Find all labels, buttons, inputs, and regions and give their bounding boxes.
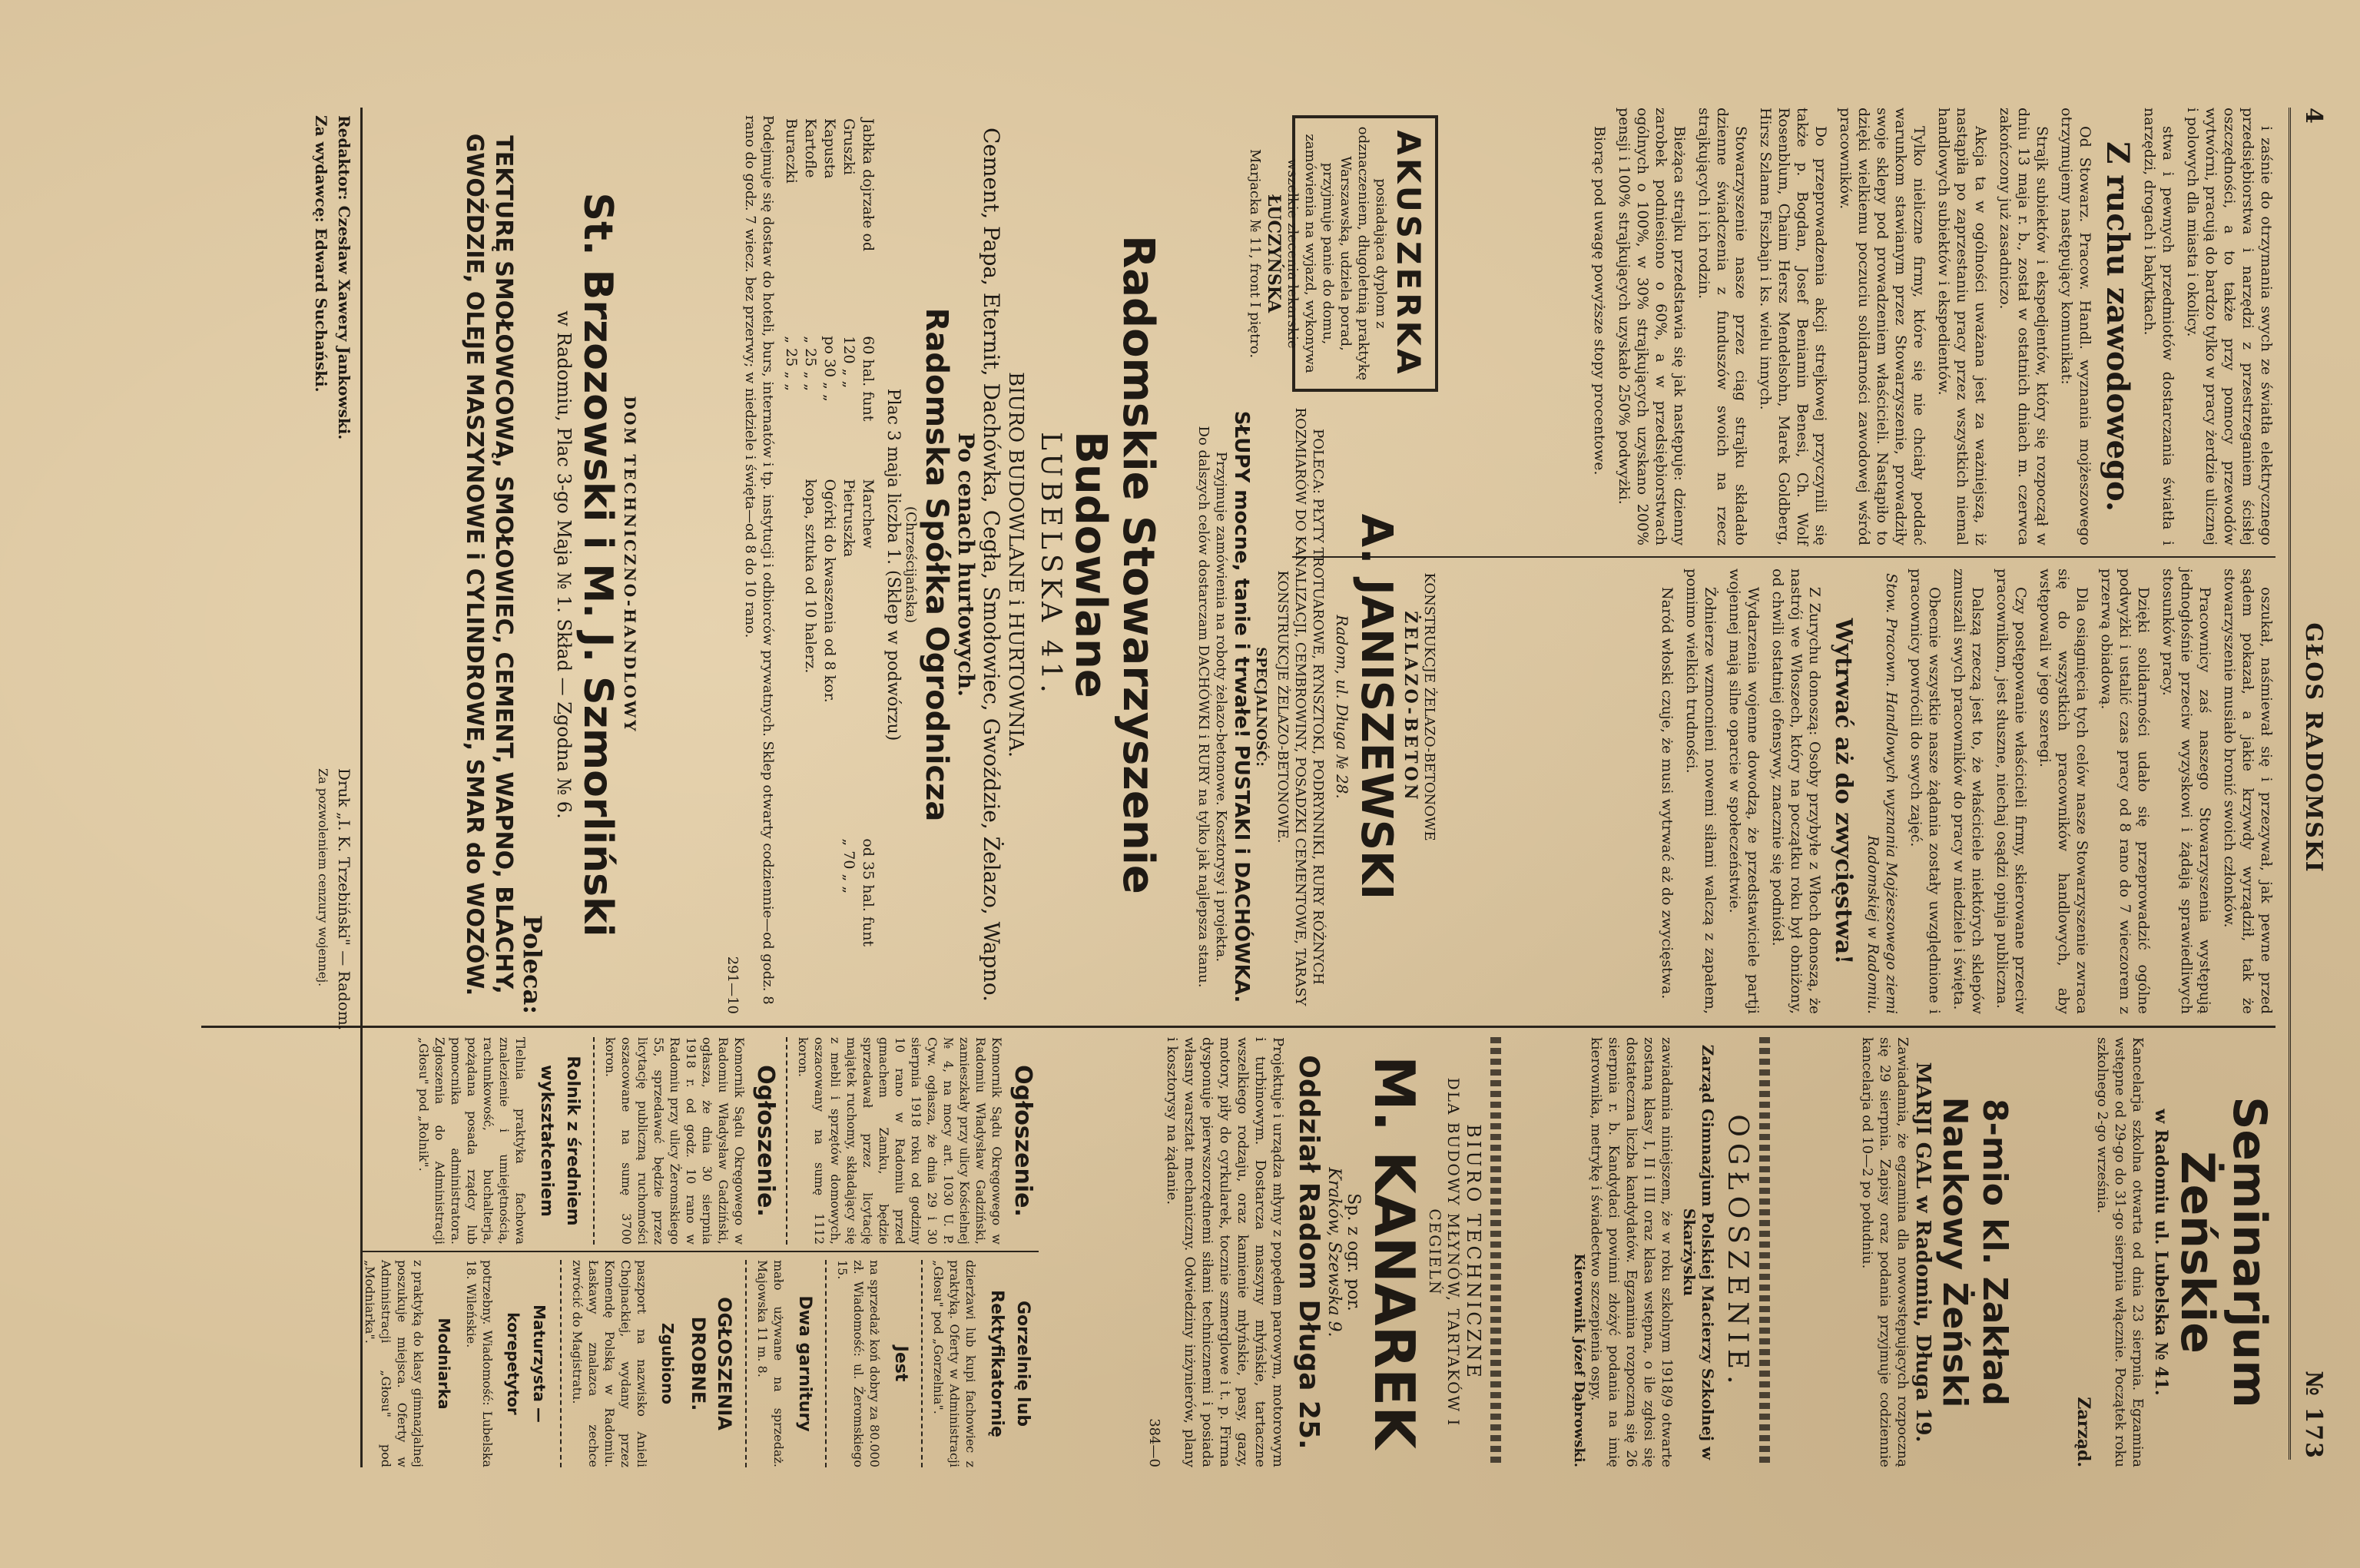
zgubiono-title: Zgubiono	[658, 1323, 677, 1404]
sprzedam-title: Jest	[891, 1345, 910, 1382]
price-cell: 120 „ „	[840, 336, 857, 389]
ad-kanarek-firm: Sp. z ogr. por.	[1344, 1193, 1363, 1311]
ad-kanarek	[1054, 1037, 1484, 1467]
ad-brzozowski	[386, 115, 639, 1014]
ad-janiszewski-name: A. JANISZEWSKI	[1351, 513, 1401, 900]
price-cell: Pietruszka	[840, 479, 857, 558]
article-lead-1: i zaśnie do otrzymania swych ze światła elektrycznego przedsiębiorstwa i narzędzi z przestrzeganiem ścisłej oszczędności, a to także przy pomocy przewodów wytwórni, pracują do bardzo tylko w pracy żerdzie ulicznej i polowych dla miasta i okolicy.	[2184, 108, 2275, 545]
price-cell: „ 70 „ „	[840, 838, 857, 894]
ad-kanarek-text: Projektuje i urządza młyny z popędem parowym, motorowym i turbinowym. Dostarcza maszyny młyńskie, tartaczne wszelkiego rodzaju, oraz kamienie młyńskie, pasy, gazy, motory, piły do cyrkularek, tocznie szmerglowe i t. p. Firma dysponuje pierwszorzędnemi siłami technicznemi i posiada własny warsztat mechaniczny. Odwiedziny inżynierów, plany i kosztorysy na żądanie.	[1164, 1037, 1286, 1467]
footer-publisher: Za wydawcę: Edward Suchański.	[312, 115, 330, 393]
ad-kanarek-name: M. KANAREK	[1362, 1056, 1427, 1449]
ogloszenie-text: Komornik Sądu Okręgowego w Radomiu Władysław Gadziński, zamieszkały przy ulicy Kościelnej № 4, na mocy art. 1030 U. P. Cyw. ogłasza, że dnia 29 i 30 sierpnia 1918 roku od godziny 10 rano w Radomiu przed gmachem Zamku, będzie sprzedawał przez licytację majątek ruchomy, składający się z mebli i sprzętów domowych, oszacowany na sumę 1112 koron.	[796, 1037, 1004, 1245]
ad-brzozowski-name: St. Brzozowski i M. J. Szmorliński	[575, 192, 621, 937]
article-paragraph: Stowarzyszenie nasze przez ciąg strajku składało dzienne świadczenia z funduszów swoich na rzecz strajkujących i ich rodzin.	[1695, 108, 1749, 545]
divider	[786, 1037, 787, 1245]
ad-brzozowski-house: DOM TECHNICZNO-HANDLOWY	[621, 396, 639, 734]
ad-stowarzyszenie	[953, 115, 1163, 1014]
ad-ogloszenie-gimnazjum	[1515, 1037, 1753, 1467]
ad-kanarek-sub: DLA BUDOWY MŁYNÓW, TARTAKÓW I CEGIELŃ	[1426, 1077, 1463, 1427]
footer-printer: Druk „I. K. Trzebiński" — Radom.	[335, 768, 353, 1031]
ad-janiszewski-note: Przyjmuje zamówienia na roboty żelazo-betonowe. Kosztorysy i projekta.	[1213, 451, 1229, 963]
ad-akuszerka-address: Marjacka № 11, front I piętro.	[1247, 148, 1263, 359]
ad-akuszerka-title: AKUSZERKA	[1390, 130, 1427, 377]
price-cell: „ 25 „ „	[802, 336, 819, 392]
article-paragraph: Dzięki solidarności udało się przeprowadzić ogólne podwyżki i ustalić czas pracy od 8 rano do 7 wieczorem z przerwą obiadową.	[2098, 569, 2152, 1014]
masthead-title: GŁOS RADOMSKI	[2300, 622, 2328, 874]
page-number: 4	[2300, 108, 2328, 125]
article-paragraph: Akcja ta w ogólności uważana jest za ważniejszą, iż nastąpiła po zaprzestaniu pracy przez wszystkich niemal handlowych subiektów i ekspedientów.	[1935, 108, 1989, 545]
rolnik-text: Tlelnia praktyka fachowa znalezienie i umiejętnością, rachunkowość, buchalterja, pożądana posada rządcy lub pomocnika administratora. Zgłoszenia do Administracji „Głosu" pod „Rolnik".	[416, 1037, 528, 1245]
gorzelnia-title: Gorzelnię lub Rektyfikatornię	[987, 1290, 1032, 1437]
divider	[921, 1260, 923, 1467]
price-cell: od 35 hal. funt	[860, 838, 877, 947]
article-column-2	[1661, 569, 2275, 1014]
ogloszenie-text: Komornik Sądu Okręgowego w Radomiu Władysław Gadziński, ogłasza, że dnia 30 sierpnia 1918 r. od godz. 10 rano w Radomiu przy ulicy Żeromskiego 55, sprzedawać będzie przez licytację publiczną ruchomości oszacowane na sumę 3700 koron.	[603, 1037, 747, 1245]
article-paragraph: oszukał, naśmiewał się i przezywał, jak pewne przed sądem pokazał, a jakie krzywdy wyrządził, tak że stowarzyszenie musiało bronić swoich członków.	[2221, 569, 2275, 1014]
maturzysta-text: potrzebny. Wiadomość: Lubelska 18. Wileńskie.	[464, 1260, 495, 1467]
ad-janiszewski-address: Radom, ul. Długa № 28.	[1333, 615, 1351, 799]
maturzysta-title: Maturzysta — korepetytor	[504, 1304, 549, 1423]
article-heading: Z ruchu zawodowego.	[2100, 141, 2136, 512]
ad-stowarzyszenie-address: LUBELSKA 41.	[1035, 432, 1066, 698]
ad-spolka-note: Podejmuje się dostaw do hoteli, burs, internatów i tp. instytucji i odbiorców prywatnych. Sklep otwarty codziennie—od godz. 8 rano do godz. 7 wiecz. bez przerwy; w niedziele i święta—od 8 do 10 rano.	[742, 115, 776, 1005]
footer-rule	[360, 108, 363, 1467]
price-cell	[781, 476, 800, 836]
ad-akuszerka-name: ŁUCZYŃSKA	[1264, 194, 1284, 313]
ad-janiszewski-slogan: SŁUPY mocne, tanie i trwałe! PUSTAKI i DACHÓWKA.	[1230, 410, 1253, 1003]
price-cell: Kapusta	[821, 118, 838, 179]
price-cell: Gruszki	[840, 118, 857, 175]
ad-zaklad-owner: MARJI GAL w Radomiu, Długa 19.	[1911, 1062, 1934, 1443]
ad-stowarzyszenie-prices: Po cenach hurtowych.	[953, 433, 979, 697]
ad-seminarjum-text: Kancelarja szkolna otwarta od dnia 23 sierpnia. Egzamina wstępne od 29-go do 31-go sierpnia włącznie. Początek roku szkolnego 2-go września.	[2094, 1037, 2146, 1467]
article-paragraph: Do przeprowadzenia akcji strejkowej przyczynili się także p. Bogdan, Josef Beniamin Benesi, Ch. Wolf Rosenblum, Chaim Hersz Mendelsohn, Marek Goldberg, Hirsz Szlama Fiszbajn i ks. wielu innych.	[1757, 108, 1829, 545]
ad-spolka-ogrodnicza	[647, 115, 954, 1014]
footer-censor: Za pozwoleniem cenzury wojennej.	[316, 768, 330, 987]
article-paragraph: Tylko nieliczne firmy, które się nie chciały poddać warunkom stawianym przez Stowarzyszenie, prowadziły swoje sklepy pod prowadzeniem właścicieli. Nastąpiło to dzięki wielkiemu poczuciu solidarności zawodowej wśród pracowników.	[1837, 108, 1927, 545]
war-paragraph: Wydarzenia wojenne dowodzą, że przedstawiciele partji wojennej mają silne oparcie w społeczeństwie.	[1726, 569, 1762, 1014]
price-row	[839, 115, 858, 1014]
article-paragraph: Bieżąca strajku przedstawia się jak następuje: dzienny zarobek podniesiono o 60%, a w przedsiębiorstwach ogólnych o 100%, w 30% strajkujących uzyskano 200% pensji i 100% strajkujących uzyskało 250% podwyżki.	[1616, 108, 1688, 545]
zgubiono-text: paszport na nazwisko Anieli Chojnackiej, wydany przez Komendę Polską w Radomiu. Łaskawy znalazca zechce zwrócić do Magistratu.	[570, 1260, 649, 1467]
price-cell: po 30 „ „	[821, 336, 838, 402]
ad-akuszerka	[1247, 115, 1438, 392]
war-heading: Wytrwać aż do zwycięstwa!	[1830, 618, 1857, 965]
ad-seminarjum	[2022, 1037, 2275, 1467]
ad-zaklad-naukowy	[1784, 1037, 2014, 1467]
price-row	[781, 115, 800, 1014]
price-cell: Ogórki do kwaszenia od 8 kor.	[821, 479, 838, 703]
ad-janiszewski-note2: Do dalszych celów dostarczam DACHÓWKI i RURY na tylko jak najlepsza stanu.	[1195, 426, 1211, 988]
divider	[745, 1260, 747, 1467]
article-paragraph: Biorąc pod uwagę powyższe stopy procentowe.	[1591, 126, 1608, 476]
article-byline: Stow. Pracown. Handlowych wyznania Mojżeszowego ziemi Radomskiej w Radomiu.	[1864, 573, 1900, 1014]
ad-spolka-address: Plac 3 maja liczba 1. (Sklep w podwórzu)	[883, 388, 903, 741]
price-cell: Kartofle	[802, 118, 819, 178]
ad-zaklad-title: 8-mio kl. Zakład Naukowy Żeński	[1935, 1096, 2014, 1408]
price-row	[820, 115, 839, 1014]
price-cell: Jabłka dojrzałe od	[860, 118, 877, 252]
ad-brzozowski-items: TEKTURĘ SMOŁOWCOWĄ, SMOŁOWIEC, CEMENT, WAPNO, BLACHY, GWOŹDZIE, OLEJE MASZYNOWE i CYLINDROWE, SMAR do WOZÓW.	[461, 133, 517, 996]
price-cell	[820, 835, 839, 1014]
ad-seminarjum-title: Seminarjum Żeńskie	[2170, 1096, 2276, 1408]
price-cell: kopa, sztuka od 10 halerz.	[802, 479, 819, 674]
ad-ogloszenie-text: zawiadamia niniejszem, że w roku szkolnym 1918/9 otwarte zostaną klasy I, II i III oraz klasa wstępna, o ile zgłosi się dostateczna liczba kandydatów. Egzamina rozpoczną się 26 sierpnia r. b. Kandydaci powinni złożyć podania na imię kierownika, metrykę i świadectwo szczepienia ospy.	[1588, 1037, 1675, 1467]
ad-janiszewski-body: POLECA: PŁYTY TROTUAROWE, RYNSZTOKI, PODRYNNIKI, RURY RÓŻNYCH ROZMIARÓW DO KANALIZACJI, CEMBROWINY, POSADZKI CEMENTOWE, TARASY KONSTRUKCJE ŻELAZO-BETONOWE.	[1274, 407, 1326, 1006]
ad-seminarjum-sign: Zarząd.	[2073, 1397, 2093, 1467]
ad-janiszewski-sub: ŻELAZO-BETON	[1400, 611, 1420, 803]
price-row	[858, 115, 877, 1014]
price-cell: „ 25 „ „	[783, 336, 800, 392]
article-paragraph: Od Stowarz. Pracow. Handl. wyznania mojżeszowego otrzymujemy następujący komunikat:	[2058, 108, 2093, 545]
garnitury-title: Dwa garnitury	[795, 1295, 814, 1432]
price-cell	[781, 835, 800, 1014]
ad-ogloszenie-heading: Zarząd Gimnazjum Polskiej Macierzy Szkolnej w Skarżysku	[1680, 1044, 1717, 1460]
ad-seminarjum-address: w Radomiu ul. Lubelska № 41.	[2151, 1109, 2171, 1396]
price-cell: 60 hal. funt	[860, 336, 877, 422]
divider	[825, 1260, 827, 1467]
sprzedam-text: na sprzedaż koń dobry za 80.000 zł. Wiadomość: ul. Żeromskiego 15.	[835, 1260, 882, 1467]
gorzelnia-text: dzierżawi lub kupi fachowiec z praktyką. Oferty w Administracji „Głosu" pod „Gorzelnia".	[931, 1260, 978, 1467]
ad-ogloszenie-sign: Kierownik Józef Dąbrowski.	[1571, 1253, 1587, 1467]
ad-stowarzyszenie-title: Radomskie Stowarzyszenie Budowlane	[1066, 235, 1163, 894]
modista-title: Modniarka	[435, 1318, 453, 1410]
war-paragraph: Naród włoski czuje, że musi wytrwać aż do zwycięstwa.	[1659, 587, 1676, 999]
ad-brzozowski-address: w Radomiu, Plac 3-go Maja № 1. Skład — Zgodna № 6.	[553, 310, 575, 819]
ad-zaklad-text: Zawiadamia, że egzamina dla nowowstępujących rozpoczną się 29 sierpnia. Zapisy oraz podania przyjmuje codziennie kancelarja od 10—2 po południu.	[1859, 1037, 1911, 1467]
ad-kanarek-code: 384—0	[1146, 1418, 1162, 1467]
divider	[593, 1037, 595, 1245]
page-header	[2289, 108, 2337, 1460]
drobne-title: OGŁOSZENIA DROBNE.	[688, 1297, 735, 1430]
ad-janiszewski	[1177, 399, 1438, 1014]
rolnik-title: Rolnik z średniem wykształceniem	[537, 1056, 582, 1226]
column-rule	[363, 1251, 1039, 1252]
ad-kanarek-kicker: BIURO TECHNICZNE	[1463, 1124, 1484, 1381]
ornament-divider	[1490, 1037, 1501, 1467]
war-paragraph: Z Zurychu donoszą: Osoby przybyłe z Włoch donoszą, że nastrój we Włoszech, który na początku roku był obniżony, od chwili ostatniej ofensywy, znacznie się podniósł.	[1769, 569, 1823, 1014]
war-paragraph: Żołnierze wzmocnieni nowemi siłami walczą z zapałem, pomimo wielkich trudności.	[1683, 569, 1719, 1014]
ad-stowarzyszenie-office: BIURO BUDOWLANE i HURTOWNIA.	[1004, 371, 1027, 758]
ad-janiszewski-kicker: KONSTRUKCJE ŻELAZO-BETONOWE	[1421, 572, 1437, 841]
ad-spolka-price-table	[781, 115, 877, 1014]
price-cell: Marchew	[860, 479, 877, 549]
vertical-rule	[201, 1026, 2275, 1028]
article-paragraph: Strajk subiektów i ekspedjentów, który się rozpoczął w dniu 13 maja r. b., został w ostatnich dniach m. czerwca zakończony już zasadniczo.	[1997, 108, 2050, 545]
article-paragraph: Pracownicy zaś naszego Stowarzyszenia występują jednogłośnie przeciw wyzyskowi i żądają sprawiedliwych stosunków pracy.	[2159, 569, 2213, 1014]
price-row	[800, 115, 820, 1014]
column-rule	[1292, 556, 2275, 558]
ad-ogloszenie-title: OGŁOSZENIE.	[1722, 1114, 1753, 1391]
article-paragraph: Dalszą rzeczą jest to, że właściciele niektórych sklepów zmuszali swych pracowników do pracy w niedziele i święta.	[1951, 569, 1986, 1014]
ogloszenie-title: Ogłoszenie.	[1009, 1065, 1036, 1217]
price-cell	[800, 835, 820, 1014]
small-ads-column-2	[363, 1260, 1039, 1467]
ad-spolka-code: 291—10	[724, 956, 741, 1014]
ad-spolka-title: Radomska Spółka Ogrodnicza	[919, 307, 954, 822]
price-cell: Buraczki	[783, 118, 800, 184]
article-column-1	[1584, 108, 2275, 545]
small-ads-column-1	[363, 1037, 1039, 1245]
garnitury-text: mało używane na sprzedaż. Majowska 11 m. 8.	[755, 1260, 786, 1467]
footer-editor: Redaktor: Czesław Xawery Jankowski.	[335, 115, 353, 440]
article-lead-2: stwa i pewnych przedmiotów dostarczania światła i narzędzi, drogach i bakytkach.	[2141, 108, 2176, 545]
modista-text: z praktyką do klasy gimnazjalnej poszukuje miejsca. Oferty w Administracji „Głosu" pod „Modniarka".	[363, 1260, 426, 1467]
ad-stowarzyszenie-goods: Cement, Papa, Eternit, Dachówka, Cegła, Smołowiec, Gwoździe, Żelazo, Wapno.	[979, 127, 1004, 1002]
ad-kanarek-branch: Oddział Radom Długa 25.	[1293, 1055, 1324, 1450]
ad-akuszerka-body: posiadająca dyplom z odznaczeniem, długoletnią praktykę Warszawską, udziela porad, przyjmuje panie do domu, zamówienia na wyjazd, wykonywa wszelkie zlecenia lekarskie	[1284, 126, 1389, 381]
ad-brzozowski-recommends: Poleca:	[518, 914, 547, 1014]
article-paragraph: Obecnie wszystkie nasze żądania zostały uwzględnione i pracownicy powrócili do swych zajęć.	[1908, 569, 1943, 1014]
article-paragraph: Dla osiągnięcia tych celów nasze Stowarzyszenie zwraca się do wszystkich pracowników handlowych, aby wstępowali w jego szeregi.	[2037, 569, 2090, 1014]
article-paragraph: Czy postępowanie właścicieli firmy, skierowane przeciw pracownikom, jest słuszne, niechaj osądzi opinja publiczna.	[1994, 569, 2029, 1014]
ad-kanarek-city: Kraków, Szewska 9.	[1324, 1167, 1344, 1338]
ornament-divider	[1759, 1037, 1770, 1467]
issue-number: № 173	[2300, 1371, 2328, 1460]
ad-spolka-subtitle: (Chrześcijańska)	[903, 506, 919, 623]
ogloszenie-title: Ogłoszenie.	[752, 1065, 779, 1217]
divider	[560, 1260, 562, 1467]
ad-janiszewski-specialty: SPECJALNOŚĆ:	[1253, 647, 1269, 767]
